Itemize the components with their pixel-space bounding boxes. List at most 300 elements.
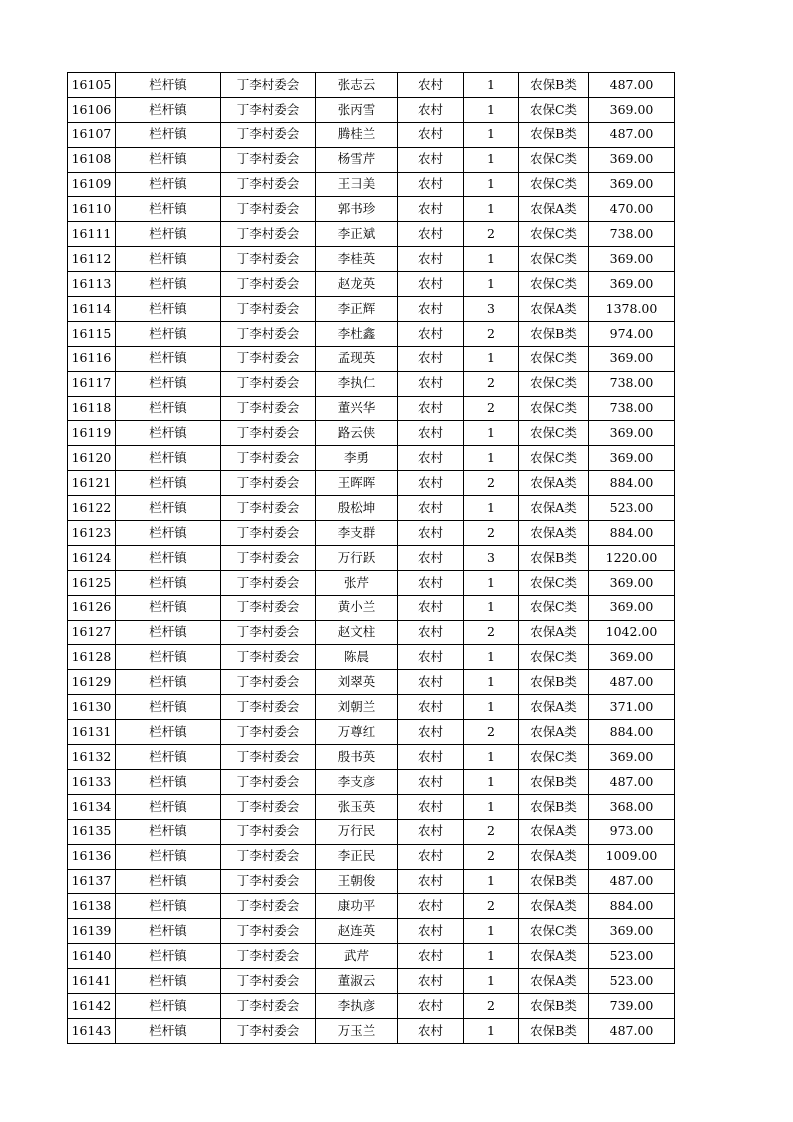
town-cell: 栏杆镇: [116, 97, 221, 122]
name-cell: 王彐美: [316, 172, 398, 197]
count-cell: 1: [464, 595, 519, 620]
id-cell: 16133: [68, 769, 116, 794]
amount-cell: 739.00: [589, 993, 675, 1018]
table-row: [68, 222, 675, 247]
count-cell: 1: [464, 122, 519, 147]
count-cell: 1: [464, 695, 519, 720]
category-cell: 农保C类: [519, 595, 589, 620]
count-cell: 1: [464, 745, 519, 770]
type-cell: 农村: [398, 545, 464, 570]
table-row: [68, 73, 675, 98]
village-cell: 丁李村委会: [221, 247, 316, 272]
type-cell: 农村: [398, 297, 464, 322]
category-cell: 农保A类: [519, 496, 589, 521]
count-cell: 1: [464, 869, 519, 894]
village-cell: 丁李村委会: [221, 147, 316, 172]
id-cell: 16125: [68, 570, 116, 595]
town-cell: 栏杆镇: [116, 944, 221, 969]
table-row: [68, 894, 675, 919]
category-cell: 农保A类: [519, 819, 589, 844]
type-cell: 农村: [398, 396, 464, 421]
town-cell: 栏杆镇: [116, 297, 221, 322]
type-cell: 农村: [398, 321, 464, 346]
amount-cell: 523.00: [589, 969, 675, 994]
type-cell: 农村: [398, 147, 464, 172]
count-cell: 1: [464, 1018, 519, 1043]
type-cell: 农村: [398, 695, 464, 720]
id-cell: 16143: [68, 1018, 116, 1043]
type-cell: 农村: [398, 346, 464, 371]
name-cell: 张丙雪: [316, 97, 398, 122]
amount-cell: 1009.00: [589, 844, 675, 869]
village-cell: 丁李村委会: [221, 670, 316, 695]
amount-cell: 738.00: [589, 222, 675, 247]
amount-cell: 369.00: [589, 172, 675, 197]
type-cell: 农村: [398, 595, 464, 620]
town-cell: 栏杆镇: [116, 172, 221, 197]
category-cell: 农保A类: [519, 620, 589, 645]
data-table: [67, 72, 675, 1044]
id-cell: 16141: [68, 969, 116, 994]
town-cell: 栏杆镇: [116, 745, 221, 770]
name-cell: 李杜鑫: [316, 321, 398, 346]
count-cell: 2: [464, 521, 519, 546]
town-cell: 栏杆镇: [116, 471, 221, 496]
count-cell: 1: [464, 496, 519, 521]
town-cell: 栏杆镇: [116, 346, 221, 371]
amount-cell: 369.00: [589, 570, 675, 595]
category-cell: 农保C类: [519, 396, 589, 421]
amount-cell: 487.00: [589, 1018, 675, 1043]
id-cell: 16126: [68, 595, 116, 620]
category-cell: 农保A类: [519, 894, 589, 919]
amount-cell: 487.00: [589, 122, 675, 147]
name-cell: 王晖晖: [316, 471, 398, 496]
table-row: [68, 919, 675, 944]
type-cell: 农村: [398, 819, 464, 844]
category-cell: 农保A类: [519, 521, 589, 546]
table-row: [68, 346, 675, 371]
town-cell: 栏杆镇: [116, 695, 221, 720]
town-cell: 栏杆镇: [116, 147, 221, 172]
count-cell: 2: [464, 620, 519, 645]
category-cell: 农保B类: [519, 321, 589, 346]
category-cell: 农保B类: [519, 122, 589, 147]
type-cell: 农村: [398, 371, 464, 396]
village-cell: 丁李村委会: [221, 819, 316, 844]
village-cell: 丁李村委会: [221, 371, 316, 396]
type-cell: 农村: [398, 172, 464, 197]
id-cell: 16123: [68, 521, 116, 546]
count-cell: 2: [464, 321, 519, 346]
amount-cell: 487.00: [589, 73, 675, 98]
name-cell: 万行民: [316, 819, 398, 844]
table-row: [68, 147, 675, 172]
category-cell: 农保A类: [519, 197, 589, 222]
count-cell: 1: [464, 944, 519, 969]
village-cell: 丁李村委会: [221, 769, 316, 794]
id-cell: 16111: [68, 222, 116, 247]
town-cell: 栏杆镇: [116, 371, 221, 396]
town-cell: 栏杆镇: [116, 73, 221, 98]
count-cell: 1: [464, 73, 519, 98]
type-cell: 农村: [398, 222, 464, 247]
count-cell: 1: [464, 147, 519, 172]
town-cell: 栏杆镇: [116, 446, 221, 471]
type-cell: 农村: [398, 471, 464, 496]
category-cell: 农保B类: [519, 1018, 589, 1043]
village-cell: 丁李村委会: [221, 869, 316, 894]
id-cell: 16118: [68, 396, 116, 421]
type-cell: 农村: [398, 969, 464, 994]
amount-cell: 371.00: [589, 695, 675, 720]
amount-cell: 369.00: [589, 346, 675, 371]
village-cell: 丁李村委会: [221, 197, 316, 222]
table-row: [68, 371, 675, 396]
id-cell: 16120: [68, 446, 116, 471]
town-cell: 栏杆镇: [116, 1018, 221, 1043]
amount-cell: 973.00: [589, 819, 675, 844]
name-cell: 张志云: [316, 73, 398, 98]
category-cell: 农保A类: [519, 297, 589, 322]
amount-cell: 369.00: [589, 595, 675, 620]
table-row: [68, 297, 675, 322]
village-cell: 丁李村委会: [221, 1018, 316, 1043]
name-cell: 杨雪芹: [316, 147, 398, 172]
count-cell: 1: [464, 172, 519, 197]
table-row: [68, 720, 675, 745]
name-cell: 万行跃: [316, 545, 398, 570]
town-cell: 栏杆镇: [116, 794, 221, 819]
amount-cell: 369.00: [589, 745, 675, 770]
village-cell: 丁李村委会: [221, 620, 316, 645]
name-cell: 殷书英: [316, 745, 398, 770]
id-cell: 16129: [68, 670, 116, 695]
id-cell: 16112: [68, 247, 116, 272]
table-row: [68, 794, 675, 819]
category-cell: 农保B类: [519, 670, 589, 695]
count-cell: 2: [464, 819, 519, 844]
table-row: [68, 670, 675, 695]
village-cell: 丁李村委会: [221, 595, 316, 620]
village-cell: 丁李村委会: [221, 720, 316, 745]
name-cell: 陈晨: [316, 645, 398, 670]
category-cell: 农保C类: [519, 570, 589, 595]
count-cell: 1: [464, 769, 519, 794]
town-cell: 栏杆镇: [116, 819, 221, 844]
name-cell: 赵龙英: [316, 272, 398, 297]
category-cell: 农保C类: [519, 421, 589, 446]
table-row: [68, 944, 675, 969]
id-cell: 16109: [68, 172, 116, 197]
village-cell: 丁李村委会: [221, 794, 316, 819]
name-cell: 万玉兰: [316, 1018, 398, 1043]
id-cell: 16137: [68, 869, 116, 894]
id-cell: 16106: [68, 97, 116, 122]
table-row: [68, 645, 675, 670]
type-cell: 农村: [398, 97, 464, 122]
name-cell: 张玉英: [316, 794, 398, 819]
table-row: [68, 421, 675, 446]
type-cell: 农村: [398, 122, 464, 147]
name-cell: 康功平: [316, 894, 398, 919]
table-row: [68, 819, 675, 844]
name-cell: 张芹: [316, 570, 398, 595]
village-cell: 丁李村委会: [221, 919, 316, 944]
amount-cell: 487.00: [589, 769, 675, 794]
town-cell: 栏杆镇: [116, 595, 221, 620]
village-cell: 丁李村委会: [221, 297, 316, 322]
category-cell: 农保C类: [519, 272, 589, 297]
town-cell: 栏杆镇: [116, 670, 221, 695]
village-cell: 丁李村委会: [221, 570, 316, 595]
town-cell: 栏杆镇: [116, 396, 221, 421]
amount-cell: 738.00: [589, 371, 675, 396]
table-row: [68, 695, 675, 720]
town-cell: 栏杆镇: [116, 919, 221, 944]
amount-cell: 369.00: [589, 97, 675, 122]
name-cell: 腾桂兰: [316, 122, 398, 147]
type-cell: 农村: [398, 446, 464, 471]
name-cell: 刘朝兰: [316, 695, 398, 720]
type-cell: 农村: [398, 496, 464, 521]
village-cell: 丁李村委会: [221, 421, 316, 446]
amount-cell: 369.00: [589, 147, 675, 172]
type-cell: 农村: [398, 670, 464, 695]
type-cell: 农村: [398, 894, 464, 919]
name-cell: 路云侠: [316, 421, 398, 446]
amount-cell: 369.00: [589, 247, 675, 272]
count-cell: 1: [464, 346, 519, 371]
count-cell: 3: [464, 545, 519, 570]
village-cell: 丁李村委会: [221, 496, 316, 521]
village-cell: 丁李村委会: [221, 969, 316, 994]
village-cell: 丁李村委会: [221, 695, 316, 720]
category-cell: 农保C类: [519, 446, 589, 471]
category-cell: 农保B类: [519, 794, 589, 819]
id-cell: 16135: [68, 819, 116, 844]
category-cell: 农保C类: [519, 172, 589, 197]
id-cell: 16105: [68, 73, 116, 98]
category-cell: 农保B类: [519, 993, 589, 1018]
table-row: [68, 446, 675, 471]
category-cell: 农保B类: [519, 545, 589, 570]
id-cell: 16136: [68, 844, 116, 869]
table-row: [68, 595, 675, 620]
name-cell: 李支群: [316, 521, 398, 546]
village-cell: 丁李村委会: [221, 545, 316, 570]
table-row: [68, 844, 675, 869]
amount-cell: 368.00: [589, 794, 675, 819]
amount-cell: 523.00: [589, 496, 675, 521]
type-cell: 农村: [398, 645, 464, 670]
count-cell: 2: [464, 471, 519, 496]
town-cell: 栏杆镇: [116, 720, 221, 745]
table-row: [68, 1018, 675, 1043]
type-cell: 农村: [398, 919, 464, 944]
town-cell: 栏杆镇: [116, 197, 221, 222]
category-cell: 农保C类: [519, 222, 589, 247]
id-cell: 16110: [68, 197, 116, 222]
table-body: [68, 73, 675, 1044]
category-cell: 农保A类: [519, 944, 589, 969]
category-cell: 农保A类: [519, 969, 589, 994]
count-cell: 2: [464, 371, 519, 396]
village-cell: 丁李村委会: [221, 73, 316, 98]
town-cell: 栏杆镇: [116, 969, 221, 994]
category-cell: 农保B类: [519, 769, 589, 794]
village-cell: 丁李村委会: [221, 346, 316, 371]
category-cell: 农保C类: [519, 97, 589, 122]
village-cell: 丁李村委会: [221, 894, 316, 919]
id-cell: 16134: [68, 794, 116, 819]
type-cell: 农村: [398, 1018, 464, 1043]
count-cell: 1: [464, 670, 519, 695]
category-cell: 农保C类: [519, 247, 589, 272]
id-cell: 16114: [68, 297, 116, 322]
count-cell: 1: [464, 969, 519, 994]
table-row: [68, 993, 675, 1018]
amount-cell: 884.00: [589, 894, 675, 919]
name-cell: 王朝俊: [316, 869, 398, 894]
id-cell: 16121: [68, 471, 116, 496]
town-cell: 栏杆镇: [116, 521, 221, 546]
count-cell: 2: [464, 844, 519, 869]
village-cell: 丁李村委会: [221, 222, 316, 247]
count-cell: 2: [464, 222, 519, 247]
type-cell: 农村: [398, 720, 464, 745]
table-row: [68, 321, 675, 346]
name-cell: 李支彦: [316, 769, 398, 794]
type-cell: 农村: [398, 745, 464, 770]
amount-cell: 1042.00: [589, 620, 675, 645]
type-cell: 农村: [398, 769, 464, 794]
village-cell: 丁李村委会: [221, 471, 316, 496]
id-cell: 16131: [68, 720, 116, 745]
amount-cell: 523.00: [589, 944, 675, 969]
amount-cell: 1378.00: [589, 297, 675, 322]
amount-cell: 470.00: [589, 197, 675, 222]
name-cell: 董兴华: [316, 396, 398, 421]
count-cell: 1: [464, 97, 519, 122]
name-cell: 孟现英: [316, 346, 398, 371]
town-cell: 栏杆镇: [116, 247, 221, 272]
village-cell: 丁李村委会: [221, 122, 316, 147]
amount-cell: 369.00: [589, 272, 675, 297]
town-cell: 栏杆镇: [116, 869, 221, 894]
id-cell: 16139: [68, 919, 116, 944]
amount-cell: 369.00: [589, 446, 675, 471]
count-cell: 1: [464, 794, 519, 819]
name-cell: 李正辉: [316, 297, 398, 322]
town-cell: 栏杆镇: [116, 122, 221, 147]
category-cell: 农保A类: [519, 844, 589, 869]
amount-cell: 884.00: [589, 521, 675, 546]
type-cell: 农村: [398, 844, 464, 869]
table-row: [68, 496, 675, 521]
name-cell: 郭书珍: [316, 197, 398, 222]
type-cell: 农村: [398, 73, 464, 98]
id-cell: 16128: [68, 645, 116, 670]
id-cell: 16124: [68, 545, 116, 570]
id-cell: 16130: [68, 695, 116, 720]
village-cell: 丁李村委会: [221, 97, 316, 122]
town-cell: 栏杆镇: [116, 894, 221, 919]
category-cell: 农保C类: [519, 147, 589, 172]
category-cell: 农保C类: [519, 745, 589, 770]
town-cell: 栏杆镇: [116, 993, 221, 1018]
id-cell: 16117: [68, 371, 116, 396]
name-cell: 万尊红: [316, 720, 398, 745]
amount-cell: 884.00: [589, 471, 675, 496]
table-row: [68, 172, 675, 197]
count-cell: 2: [464, 720, 519, 745]
table-row: [68, 122, 675, 147]
category-cell: 农保C类: [519, 645, 589, 670]
amount-cell: 369.00: [589, 919, 675, 944]
name-cell: 赵连英: [316, 919, 398, 944]
type-cell: 农村: [398, 620, 464, 645]
id-cell: 16132: [68, 745, 116, 770]
id-cell: 16142: [68, 993, 116, 1018]
count-cell: 2: [464, 993, 519, 1018]
name-cell: 李执仁: [316, 371, 398, 396]
id-cell: 16113: [68, 272, 116, 297]
village-cell: 丁李村委会: [221, 521, 316, 546]
village-cell: 丁李村委会: [221, 844, 316, 869]
name-cell: 殷松坤: [316, 496, 398, 521]
table-row: [68, 272, 675, 297]
name-cell: 黄小兰: [316, 595, 398, 620]
village-cell: 丁李村委会: [221, 993, 316, 1018]
count-cell: 2: [464, 894, 519, 919]
type-cell: 农村: [398, 247, 464, 272]
name-cell: 李正民: [316, 844, 398, 869]
count-cell: 2: [464, 396, 519, 421]
id-cell: 16122: [68, 496, 116, 521]
id-cell: 16140: [68, 944, 116, 969]
table-row: [68, 745, 675, 770]
type-cell: 农村: [398, 944, 464, 969]
count-cell: 1: [464, 645, 519, 670]
town-cell: 栏杆镇: [116, 645, 221, 670]
count-cell: 1: [464, 570, 519, 595]
category-cell: 农保A类: [519, 720, 589, 745]
name-cell: 赵文柱: [316, 620, 398, 645]
amount-cell: 1220.00: [589, 545, 675, 570]
amount-cell: 487.00: [589, 670, 675, 695]
table-row: [68, 521, 675, 546]
amount-cell: 738.00: [589, 396, 675, 421]
type-cell: 农村: [398, 570, 464, 595]
table-row: [68, 471, 675, 496]
table-row: [68, 620, 675, 645]
table-row: [68, 396, 675, 421]
count-cell: 1: [464, 446, 519, 471]
type-cell: 农村: [398, 521, 464, 546]
table-row: [68, 769, 675, 794]
name-cell: 李正斌: [316, 222, 398, 247]
category-cell: 农保C类: [519, 919, 589, 944]
town-cell: 栏杆镇: [116, 769, 221, 794]
table-row: [68, 969, 675, 994]
id-cell: 16127: [68, 620, 116, 645]
table-row: [68, 869, 675, 894]
village-cell: 丁李村委会: [221, 446, 316, 471]
name-cell: 武芹: [316, 944, 398, 969]
count-cell: 3: [464, 297, 519, 322]
type-cell: 农村: [398, 993, 464, 1018]
